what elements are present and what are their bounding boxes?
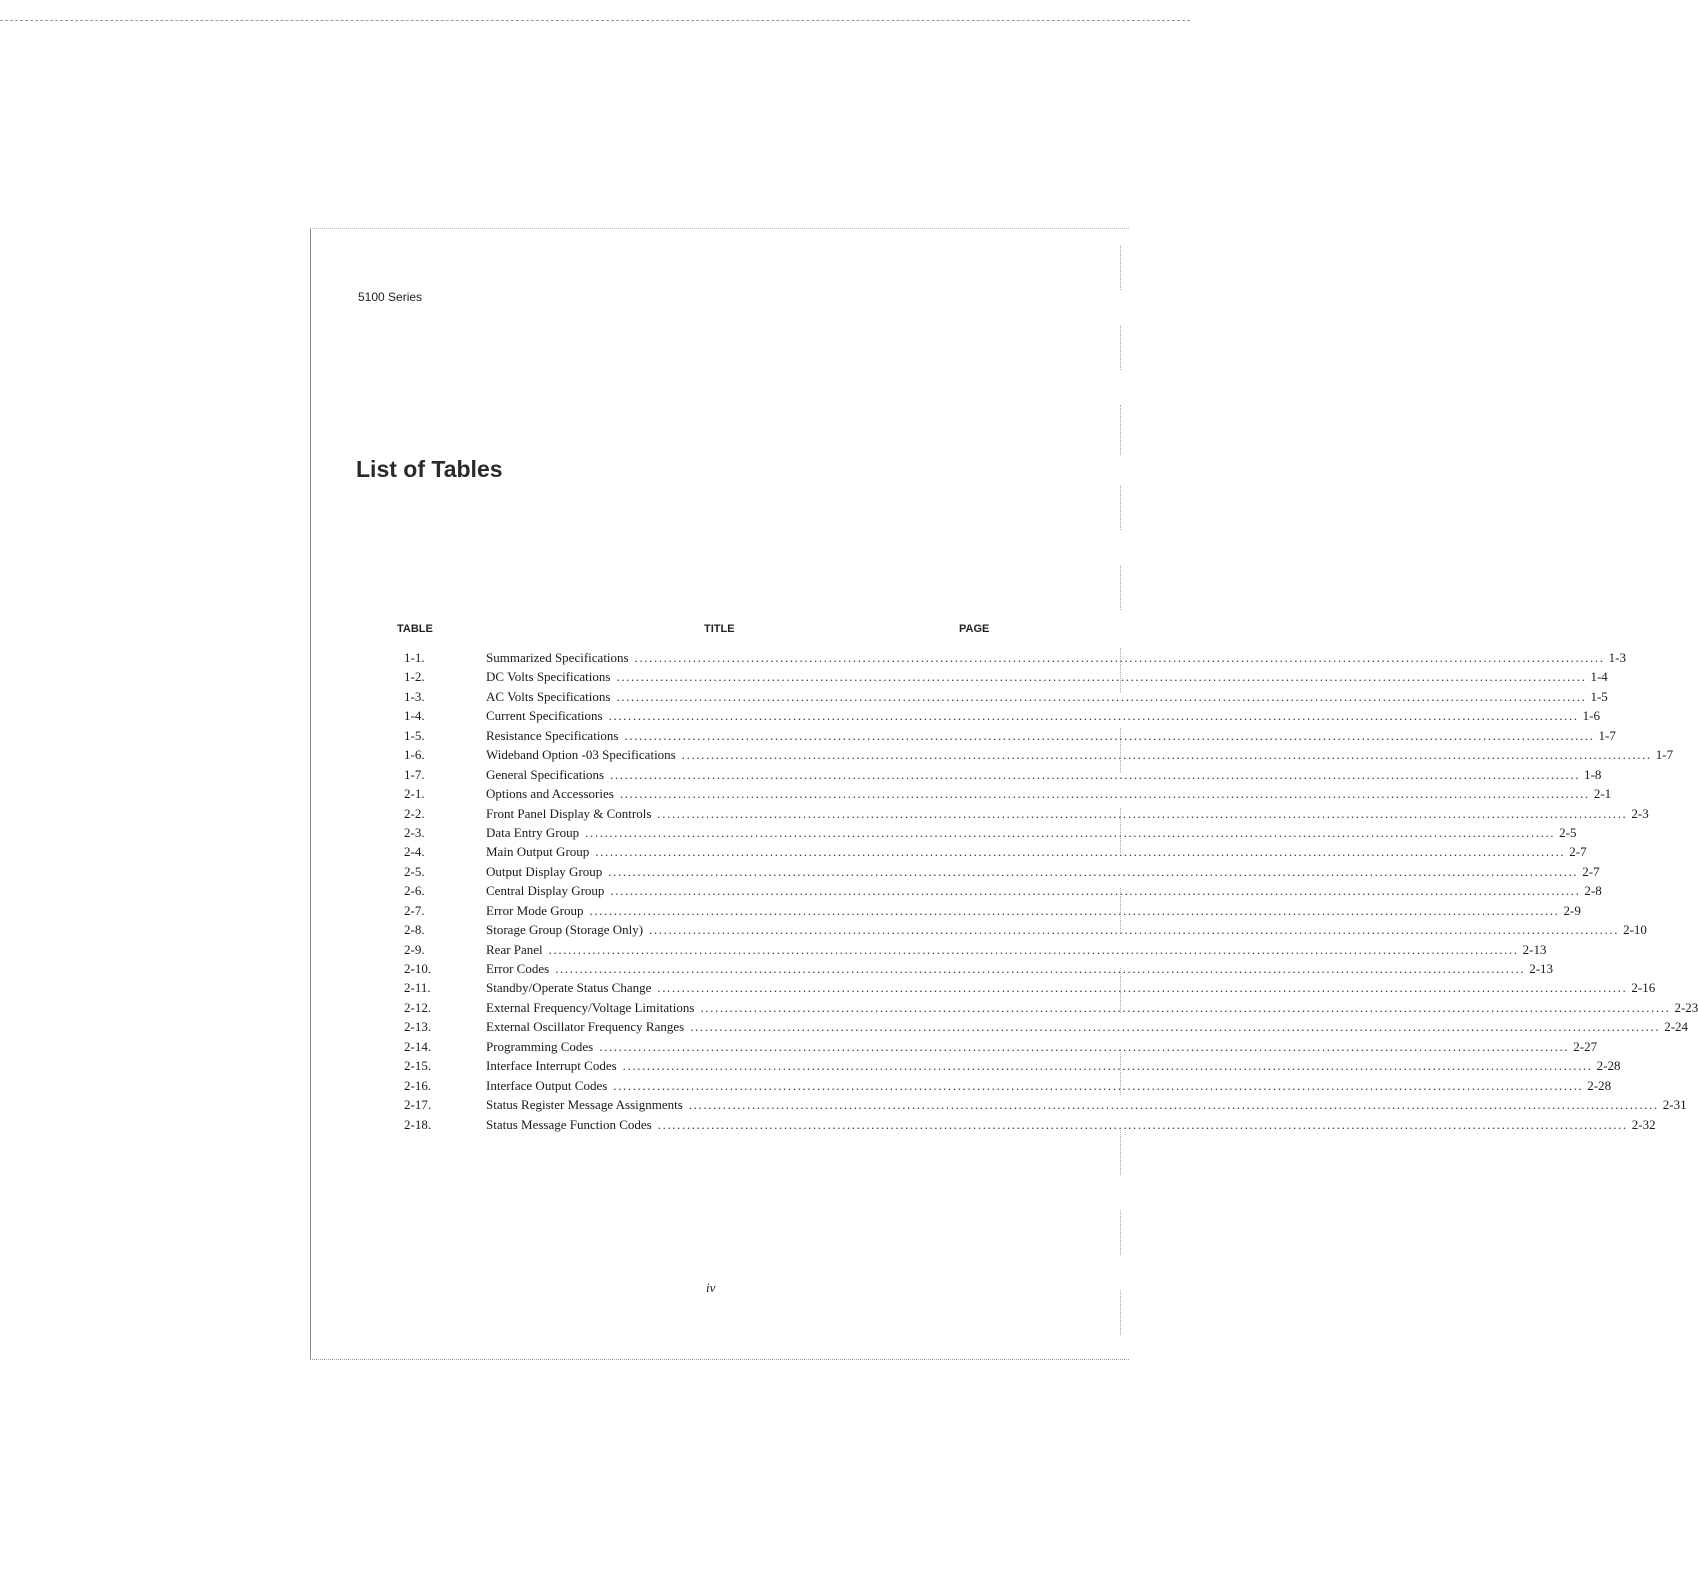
list-item (396, 804, 1649, 823)
table-page: 2-24 (1664, 1019, 1689, 1035)
dot-leader: ........................................................................................................................................................................................................ (613, 1077, 1584, 1093)
binding-mark (1120, 1290, 1121, 1335)
table-number: 1-3. (404, 688, 425, 704)
table-title: Data Entry Group (486, 824, 580, 840)
table-entry (486, 745, 1674, 764)
table-page: 2-10 (1623, 922, 1647, 938)
table-page: 2-13 (1522, 941, 1547, 957)
dot-leader: ........................................................................................................................................................................................................ (610, 766, 1581, 782)
table-page: 2-1 (1593, 786, 1612, 802)
list-item (396, 881, 1602, 900)
binding-mark (1120, 1210, 1121, 1255)
list-item (396, 959, 1554, 978)
table-title: Rear Panel (486, 941, 543, 957)
binding-mark (1120, 245, 1121, 290)
table-number: 2-3. (404, 824, 425, 840)
dot-leader: ........................................................................................................................................................................................................ (585, 824, 1556, 840)
table-entry (486, 862, 1600, 881)
table-page: 1-4 (1590, 669, 1608, 685)
table-number: 1-1. (404, 650, 425, 665)
table-number: 2-5. (404, 863, 425, 879)
table-title: DC Volts Specifications (486, 669, 611, 685)
dot-leader: ........................................................................................................................................................................................................ (624, 727, 1595, 743)
table-number: 2-12. (404, 999, 432, 1015)
list-item (396, 1076, 1612, 1095)
table-page: 1-7 (1598, 727, 1616, 743)
table-number: 2-9. (404, 941, 425, 957)
dot-leader: ........................................................................................................................................................................................................ (681, 747, 1652, 763)
table-number: 2-11. (404, 980, 431, 996)
list-item (396, 842, 1587, 861)
table-page: 2-8 (1584, 883, 1602, 899)
list-item (396, 667, 1608, 686)
table-entry (486, 1076, 1612, 1095)
list-item (396, 784, 1612, 803)
table-page: 1-6 (1582, 708, 1600, 724)
table-page: 1-8 (1584, 766, 1602, 782)
dot-leader: ........................................................................................................................................................................................................ (616, 669, 1587, 685)
table-entry (486, 648, 1626, 667)
binding-mark (1120, 485, 1121, 530)
list-item (396, 765, 1602, 784)
series-header: 5100 Series (358, 290, 423, 304)
table-title: External Oscillator Frequency Ranges (486, 1019, 685, 1035)
list-item (396, 1095, 1687, 1114)
dot-leader: ........................................................................................................................................................................................................ (700, 999, 1671, 1015)
table-title: External Frequency/Voltage Limitations (486, 999, 695, 1015)
table-page: 1-5 (1590, 688, 1608, 704)
dot-leader: ........................................................................................................................................................................................................ (555, 961, 1526, 976)
table-entry (486, 881, 1602, 900)
table-title: Interface Interrupt Codes (486, 1058, 617, 1074)
table-page: 2-32 (1631, 1116, 1656, 1132)
table-page: 2-23 (1674, 999, 1698, 1015)
list-item (396, 745, 1674, 764)
list-item (396, 862, 1600, 881)
list-item (396, 706, 1600, 725)
list-item (396, 648, 1626, 667)
dot-leader: ........................................................................................................................................................................................................ (608, 863, 1579, 879)
table-title: Resistance Specifications (486, 727, 619, 743)
dot-leader: ........................................................................................................................................................................................................ (657, 805, 1628, 821)
table-number: 2-16. (404, 1077, 432, 1093)
dot-leader: ........................................................................................................................................................................................................ (622, 1058, 1593, 1074)
dot-leader: ........................................................................................................................................................................................................ (634, 650, 1605, 665)
dot-leader: ........................................................................................................................................................................................................ (619, 786, 1590, 802)
list-item (396, 901, 1581, 920)
table-entry (486, 1115, 1656, 1134)
table-title: Error Codes (486, 961, 550, 976)
table-entry (486, 687, 1608, 706)
table-page: 2-16 (1631, 980, 1656, 996)
table-page: 2-5 (1559, 824, 1577, 840)
table-title: Storage Group (Storage Only) (486, 922, 644, 938)
scan-edge-line (0, 20, 1190, 21)
table-entry (486, 765, 1602, 784)
list-item (396, 1056, 1621, 1075)
table-title: Summarized Specifications (486, 650, 629, 665)
table-entry (486, 1056, 1621, 1075)
table-entry (486, 667, 1608, 686)
list-item (396, 940, 1547, 959)
table-title: Central Display Group (486, 883, 605, 899)
table-number: 2-4. (404, 844, 425, 860)
table-number: 2-18. (404, 1116, 432, 1132)
table-title: Output Display Group (486, 863, 603, 879)
list-item (396, 823, 1577, 842)
binding-mark (1120, 1130, 1121, 1175)
table-entry (486, 726, 1616, 745)
list-item (396, 1037, 1598, 1056)
table-list (396, 648, 1698, 1134)
table-title: Standby/Operate Status Change (486, 980, 652, 996)
table-number: 1-6. (404, 747, 425, 763)
table-page: 2-27 (1573, 1038, 1598, 1054)
table-page: 2-28 (1587, 1077, 1612, 1093)
table-number: 1-4. (404, 708, 425, 724)
table-entry (486, 706, 1600, 725)
table-page: 2-31 (1662, 1097, 1687, 1113)
table-page: 1-3 (1608, 650, 1626, 665)
table-entry (486, 784, 1612, 803)
table-title: Current Specifications (486, 708, 603, 724)
table-title: Main Output Group (486, 844, 590, 860)
page-title: List of Tables (356, 456, 503, 482)
table-entry (486, 940, 1547, 959)
table-number: 2-7. (404, 902, 425, 918)
table-title: Interface Output Codes (486, 1077, 608, 1093)
table-title: AC Volts Specifications (486, 688, 611, 704)
dot-leader: ........................................................................................................................................................................................................ (599, 1038, 1570, 1054)
table-number: 2-13. (404, 1019, 432, 1035)
column-header-title: TITLE (704, 623, 735, 635)
table-title: Status Register Message Assignments (486, 1097, 683, 1113)
table-number: 2-14. (404, 1038, 432, 1054)
table-entry (486, 920, 1647, 939)
table-entry (486, 901, 1581, 920)
table-page: 2-7 (1582, 863, 1600, 879)
table-number: 2-15. (404, 1058, 432, 1074)
dot-leader: ........................................................................................................................................................................................................ (649, 922, 1620, 938)
table-page: 2-7 (1569, 844, 1587, 860)
dot-leader: ........................................................................................................................................................................................................ (657, 980, 1628, 996)
list-item (396, 920, 1647, 939)
table-number: 1-5. (404, 727, 425, 743)
list-item (396, 1017, 1689, 1036)
table-number: 2-1. (404, 786, 425, 802)
list-item (396, 726, 1616, 745)
table-number: 2-8. (404, 922, 425, 938)
table-title: Status Message Function Codes (486, 1116, 652, 1132)
table-entry (486, 998, 1698, 1017)
dot-leader: ........................................................................................................................................................................................................ (688, 1097, 1659, 1113)
dot-leader: ........................................................................................................................................................................................................ (610, 883, 1581, 899)
binding-mark (1120, 565, 1121, 610)
table-title: Programming Codes (486, 1038, 594, 1054)
binding-mark (1120, 405, 1121, 455)
binding-mark (1120, 325, 1121, 370)
column-header-page: PAGE (959, 623, 990, 635)
table-entry (486, 978, 1656, 997)
table-number: 1-2. (404, 669, 425, 685)
list-item (396, 978, 1656, 997)
table-entry (486, 842, 1587, 861)
table-page: 2-9 (1563, 902, 1581, 918)
column-header-table: TABLE (397, 623, 433, 635)
table-entry (486, 1095, 1687, 1114)
list-item (396, 687, 1608, 706)
page-number: iv (706, 1280, 716, 1295)
table-entry (486, 959, 1554, 978)
table-page: 2-28 (1596, 1058, 1621, 1074)
table-number: 2-6. (404, 883, 425, 899)
table-title: Wideband Option -03 Specifications (486, 747, 676, 763)
table-number: 2-17. (404, 1097, 432, 1113)
dot-leader: ........................................................................................................................................................................................................ (548, 941, 1519, 957)
table-title: General Specifications (486, 766, 605, 782)
dot-leader: ........................................................................................................................................................................................................ (608, 708, 1579, 724)
list-item (396, 998, 1698, 1017)
table-number: 2-2. (404, 805, 425, 821)
table-entry (486, 804, 1649, 823)
dot-leader: ........................................................................................................................................................................................................ (690, 1019, 1661, 1035)
table-title: Options and Accessories (486, 786, 614, 802)
dot-leader: ........................................................................................................................................................................................................ (589, 902, 1560, 918)
table-page: 1-7 (1655, 747, 1674, 763)
table-title: Front Panel Display & Controls (486, 805, 652, 821)
table-entry (486, 1017, 1689, 1036)
table-page: 2-3 (1631, 805, 1649, 821)
table-number: 2-10. (404, 961, 432, 976)
table-entry (486, 823, 1577, 842)
table-title: Error Mode Group (486, 902, 584, 918)
dot-leader: ........................................................................................................................................................................................................ (616, 688, 1587, 704)
list-item (396, 1115, 1656, 1134)
table-page: 2-13 (1529, 961, 1554, 976)
table-entry (486, 1037, 1598, 1056)
table-number: 1-7. (404, 766, 425, 782)
dot-leader: ........................................................................................................................................................................................................ (595, 844, 1566, 860)
dot-leader: ........................................................................................................................................................................................................ (657, 1116, 1628, 1132)
